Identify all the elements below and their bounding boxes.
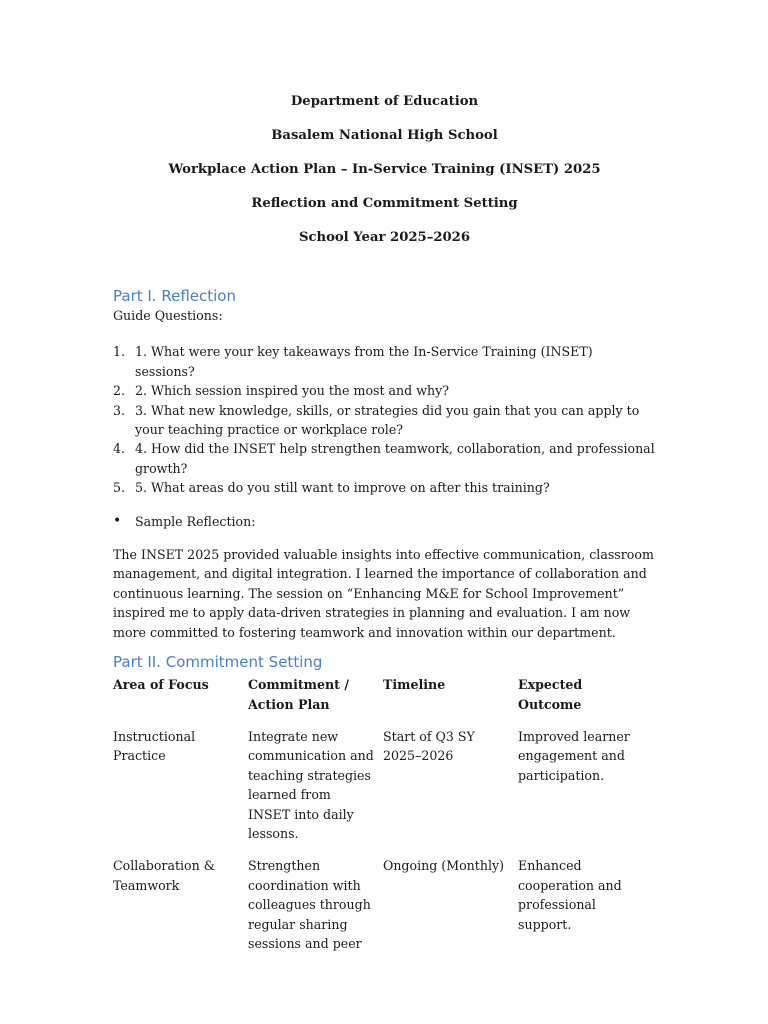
guide-questions-list (113, 342, 656, 497)
question-text: 1. What were your key takeaways from the In-Service Training (INSET) sessions? (135, 344, 593, 379)
department-title: Department of Education (290, 94, 479, 109)
part2-heading: Part II. Commitment Setting (113, 653, 323, 672)
list-item (113, 381, 656, 400)
table-cell: Enhanced cooperation and professional support. (518, 858, 622, 932)
column-header: Timeline (383, 677, 446, 693)
list-item (113, 439, 656, 478)
document-page (113, 92, 656, 966)
table-cell: Instructional Practice (113, 728, 196, 764)
list-number: 5. (113, 480, 126, 496)
list-number: 2. (113, 383, 126, 399)
sample-reflection-label: Sample Reflection: (135, 513, 256, 529)
part1-heading: Part I. Reflection (113, 287, 236, 305)
school-year: School Year 2025–2026 (298, 230, 471, 245)
list-item (113, 478, 656, 497)
plan-title: Workplace Action Plan – In-Service Training (INSET) 2025 (168, 162, 601, 177)
question-text: 4. How did the INSET help strengthen teamwork, collaboration, and professional growth? (135, 441, 655, 476)
list-number: 3. (113, 402, 126, 418)
table-header-row (113, 675, 656, 727)
table-cell: Start of Q3 SY 2025–2026 (383, 728, 475, 764)
column-header: Expected Outcome (518, 677, 583, 712)
table-row (113, 727, 656, 856)
column-header: Area of Focus (113, 677, 209, 693)
plan-subtitle: Reflection and Commitment Setting (251, 196, 518, 211)
list-number: 1. (113, 344, 126, 360)
commitment-table (113, 675, 656, 966)
table-cell: Strengthen coordination with colleagues through regular sharing sessions and peer (248, 858, 371, 951)
bullet-icon: • (113, 512, 122, 529)
list-number: 4. (113, 441, 126, 457)
sample-reflection-bullet (113, 512, 656, 531)
table-cell: Collaboration & Teamwork (113, 858, 215, 893)
sample-reflection-text: The INSET 2025 provided valuable insights into effective communication, classroom management, and digital integration. I learned the importance of collaboration and continuous learning. The session on “Enhancing M&E for School Improvement” inspired me to apply data-driven strategies in planning and evaluation. I am now more committed to fostering teamwork and innovation within our department. (113, 547, 654, 640)
question-text: 5. What areas do you still want to improve on after this training? (135, 480, 550, 496)
guide-questions-label: Guide Questions: (113, 308, 223, 323)
list-item (113, 342, 656, 381)
table-cell: Integrate new communication and teaching strategies learned from INSET into daily lessons. (248, 728, 374, 841)
question-text: 2. Which session inspired you the most and why? (135, 383, 449, 399)
list-item (113, 401, 656, 440)
question-text: 3. What new knowledge, skills, or strategies did you gain that you can apply to your teaching practice or workplace role? (135, 402, 640, 438)
column-header: Commitment / Action Plan (248, 677, 349, 712)
table-cell: Improved learner engagement and participation. (518, 728, 630, 783)
table-cell: Ongoing (Monthly) (383, 858, 505, 874)
table-row (113, 856, 656, 966)
school-name: Basalem National High School (271, 128, 498, 143)
